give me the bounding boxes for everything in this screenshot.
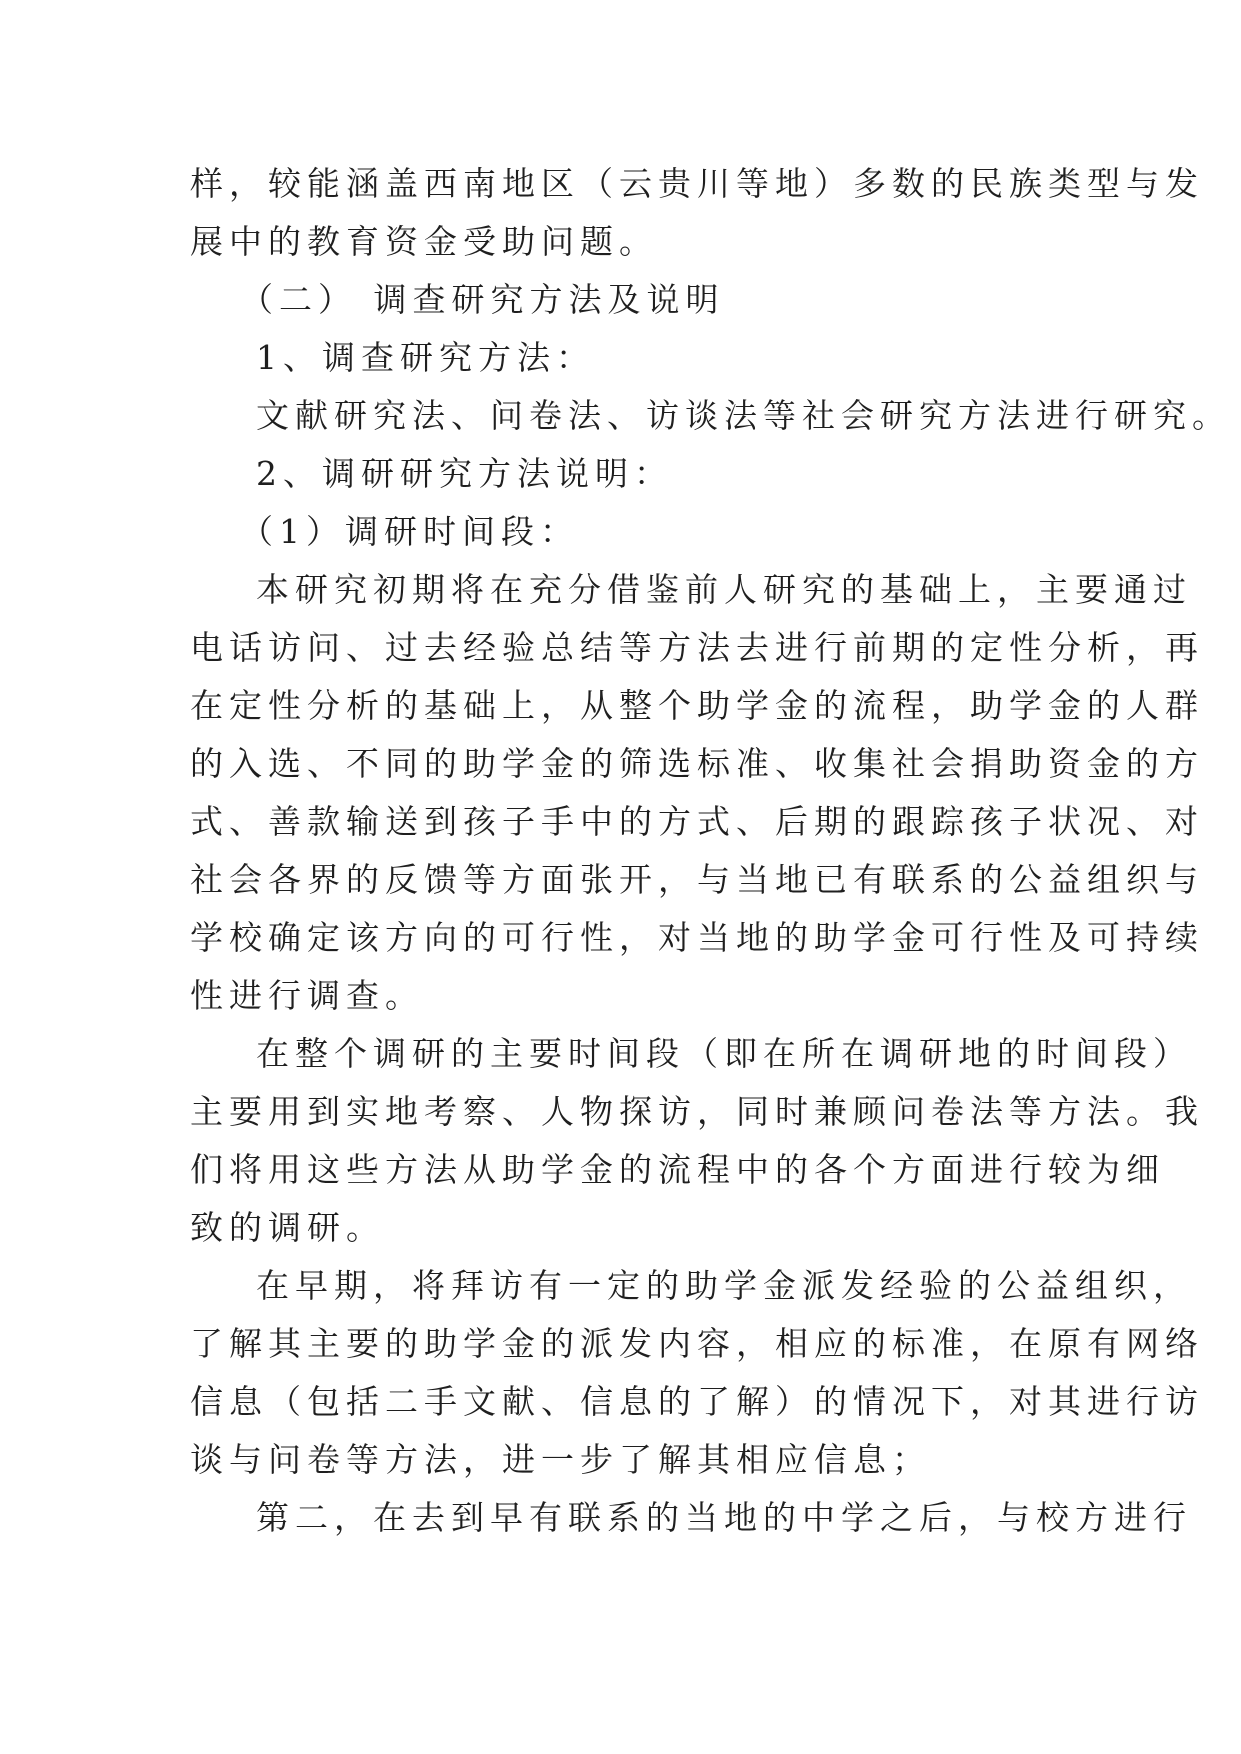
text-line: 性进行调查。 xyxy=(190,976,424,1015)
text-line: 在早期，将拜访有一定的助学金派发经验的公益组织， xyxy=(256,1266,1192,1305)
text-line: 在整个调研的主要时间段（即在所在调研地的时间段） xyxy=(256,1034,1192,1073)
text-line: 了解其主要的助学金的派发内容，相应的标准，在原有网络 xyxy=(190,1324,1204,1363)
text-line: 谈与问卷等方法，进一步了解其相应信息； xyxy=(190,1440,931,1479)
subheading: 1、调查研究方法： xyxy=(256,338,595,377)
text-line: 展中的教育资金受助问题。 xyxy=(190,222,658,261)
subheading: （1）调研时间段： xyxy=(240,512,579,551)
text-line: 的入选、不同的助学金的筛选标准、收集社会捐助资金的方 xyxy=(190,744,1204,783)
subheading: 2、调研研究方法说明： xyxy=(256,454,673,493)
text-line: 式、善款输送到孩子手中的方式、后期的跟踪孩子状况、对 xyxy=(190,802,1204,841)
text-line: 样，较能涵盖西南地区（云贵川等地）多数的民族类型与发 xyxy=(190,164,1204,203)
text-line: 信息（包括二手文献、信息的了解）的情况下，对其进行访 xyxy=(190,1382,1204,1421)
section-heading: （二） 调查研究方法及说明 xyxy=(240,280,725,319)
text-line: 致的调研。 xyxy=(190,1208,385,1247)
text-line: 电话访问、过去经验总结等方法去进行前期的定性分析，再 xyxy=(190,628,1204,667)
text-line: 学校确定该方向的可行性，对当地的助学金可行性及可持续 xyxy=(190,918,1204,957)
text-line: 社会各界的反馈等方面张开，与当地已有联系的公益组织与 xyxy=(190,860,1204,899)
text-line: 本研究初期将在充分借鉴前人研究的基础上，主要通过 xyxy=(256,570,1192,609)
text-line: 在定性分析的基础上，从整个助学金的流程，助学金的人群 xyxy=(190,686,1204,725)
text-line: 文献研究法、问卷法、访谈法等社会研究方法进行研究。 xyxy=(256,396,1231,435)
text-line: 们将用这些方法从助学金的流程中的各个方面进行较为细 xyxy=(190,1150,1165,1189)
text-line: 主要用到实地考察、人物探访，同时兼顾问卷法等方法。我 xyxy=(190,1092,1204,1131)
text-line: 第二，在去到早有联系的当地的中学之后，与校方进行 xyxy=(256,1498,1192,1537)
